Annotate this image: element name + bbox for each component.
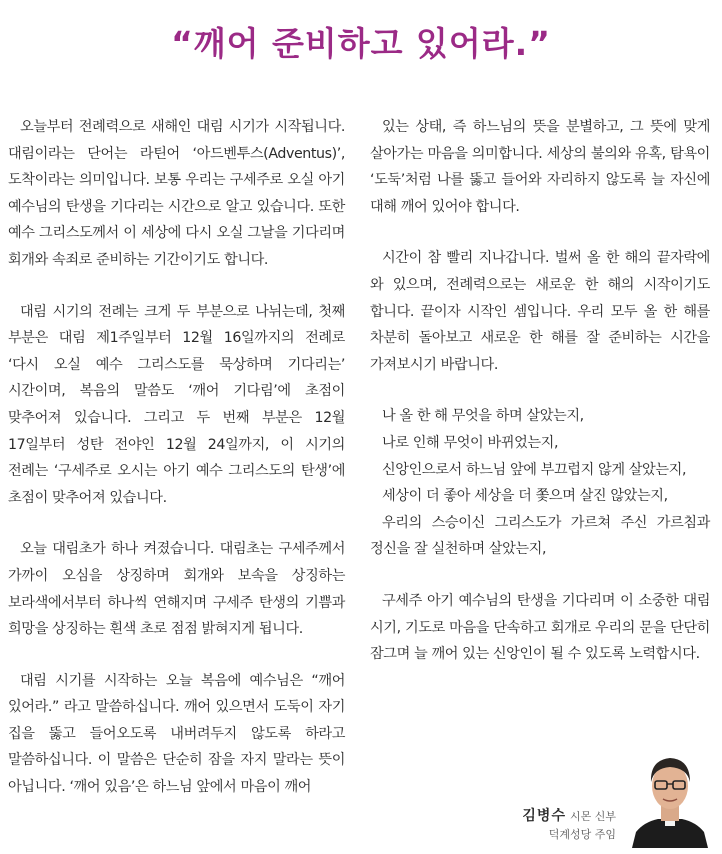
poem-line: 나로 인해 무엇이 바뀌었는지,: [382, 434, 559, 451]
paragraph: 대림 시기의 전례는 크게 두 부분으로 나뉘는데, 첫째 부분은 대림 제1주일부터 12월 16일까지의 전례로 ‘다시 오실 예수 그리스도를 묵상하며 기다리는’ 시간이며, 복음의 말씀도 ‘깨어 기다림’에 초점이 맞추어져 있습니다. 그리고 두 번째 부분은 12월 17일부터 성탄 전야인 12월 24일까지, 이 시기의 전례는 ‘구세주로 오시는 아기 예수 그리스도의 탄생’에 초점이 맞추어져 있습니다.: [8, 303, 345, 506]
paragraph: 구세주 아기 예수님의 탄생을 기다리며 이 소중한 대림 시기, 기도로 마음을 단속하고 회개로 우리의 문을 단단히 잠그며 늘 깨어 있는 신앙인이 될 수 있도록 노력합시다.: [370, 592, 710, 663]
portrait-image: [630, 748, 710, 848]
paragraph: 대림 시기를 시작하는 오늘 복음에 예수님은 “깨어 있어라.” 라고 말씀하십니다. 깨어 있으면서 도둑이 자기 집을 뚫고 들어오도록 내버려두지 않도록 하라고 말씀하십니다. 이 말씀은 단순히 잠을 자지 말라는 뜻이 아닙니다. ‘깨어 있음’은 하느님 앞에서 마음이 깨어: [8, 672, 345, 796]
paragraph: 오늘 대림초가 하나 켜졌습니다. 대림초는 구세주께서 가까이 오심을 상징하며 회개와 보속을 상징하는 보라색에서부터 하나씩 연해지며 구세주 탄생의 기쁨과 희망을 상징하는 흰색 초로 점점 밝혀지게 됩니다.: [8, 541, 345, 638]
author-role: 시몬 신부: [569, 810, 616, 823]
left-column: [8, 114, 345, 826]
signature: [498, 806, 616, 843]
poem-line: 신앙인으로서 하느님 앞에 부끄럽지 않게 살았는지,: [382, 461, 687, 478]
poem-line: 세상이 더 좋아 세상을 더 쫓으며 살진 않았는지,: [382, 488, 668, 505]
paragraph: 시간이 참 빨리 지나갑니다. 벌써 올 한 해의 끝자락에 와 있으며, 전례력으로는 새로운 한 해의 시작이기도 합니다. 끝이자 시작인 셈입니다. 우리 모두 올 한 해를 차분히 돌아보고 새로운 한 해를 잘 준비하는 시간을 가져보시기 바랍니다.: [370, 250, 710, 373]
author-name: 김병수: [522, 808, 566, 824]
paragraph: 있는 상태, 즉 하느님의 뜻을 분별하고, 그 뜻에 맞게 살아가는 마음을 의미합니다. 세상의 불의와 유혹, 탐욕이 ‘도둑’처럼 나를 뚫고 들어와 자리하지 않도록 늘 자신에 대해 깨어 있어야 합니다.: [370, 119, 710, 215]
poem-line: 우리의 스승이신 그리스도가 가르쳐 주신 가르침과 정신을 잘 실천하며 살았는지,: [370, 514, 710, 558]
author-photo: [630, 748, 710, 848]
right-column: [370, 114, 710, 693]
author-parish: 덕계성당 주임: [548, 828, 616, 841]
poem-line: 나 올 한 해 무엇을 하며 살았는지,: [382, 408, 584, 425]
page-title: “깨어 준비하고 있어라.”: [171, 24, 551, 63]
paragraph: 오늘부터 전례력으로 새해인 대림 시기가 시작됩니다. 대림이라는 단어는 라틴어 ‘아드벤투스(Adventus)’, 도착이라는 의미입니다. 보통 우리는 구세주로 오실 아기 예수님의 탄생을 기다리는 시간으로 알고 있습니다. 또한 예수 그리스도께서 이 세상에 다시 오실 그날을 기다리며 회개와 속죄로 준비하는 기간이기도 합니다.: [8, 119, 345, 268]
